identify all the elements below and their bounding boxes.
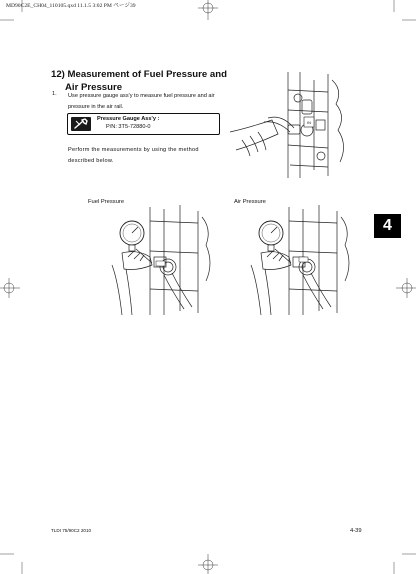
special-tool-box: [67, 113, 220, 135]
page-number: 4-39: [350, 528, 362, 534]
footer-manual-title: TLDI 75/90C2 2010: [51, 528, 92, 533]
tool-icon: [71, 117, 91, 131]
fuel-pressure-illustration: [108, 205, 218, 317]
chapter-tab: 4: [374, 214, 401, 238]
section-heading-line-2: Air Pressure: [65, 82, 123, 93]
tool-part-number: P/N: 3T5-72880-0: [106, 124, 151, 130]
svg-text:IN: IN: [307, 120, 311, 125]
step-text: Use pressure gauge ass'y to measure fuel pressure and air pressure in the air rail.: [68, 93, 215, 110]
air-pressure-illustration: [247, 205, 357, 317]
tool-name: Pressure Gauge Ass'y :: [97, 116, 160, 122]
file-slug: MD90C2E_CH04_110105.qxd 11.1.5 3:02 PM ページ39: [6, 3, 136, 9]
step-number: 1.: [52, 91, 57, 97]
section-heading-line-1: 12) Measurement of Fuel Pressure and: [51, 69, 227, 80]
fuel-pressure-caption: Fuel Pressure: [88, 199, 125, 205]
pressure-gauge-connection-illustration: [228, 70, 358, 180]
air-pressure-caption: Air Pressure: [234, 199, 266, 205]
instruction-text: Perform the measurements by using the method described below.: [68, 147, 199, 164]
